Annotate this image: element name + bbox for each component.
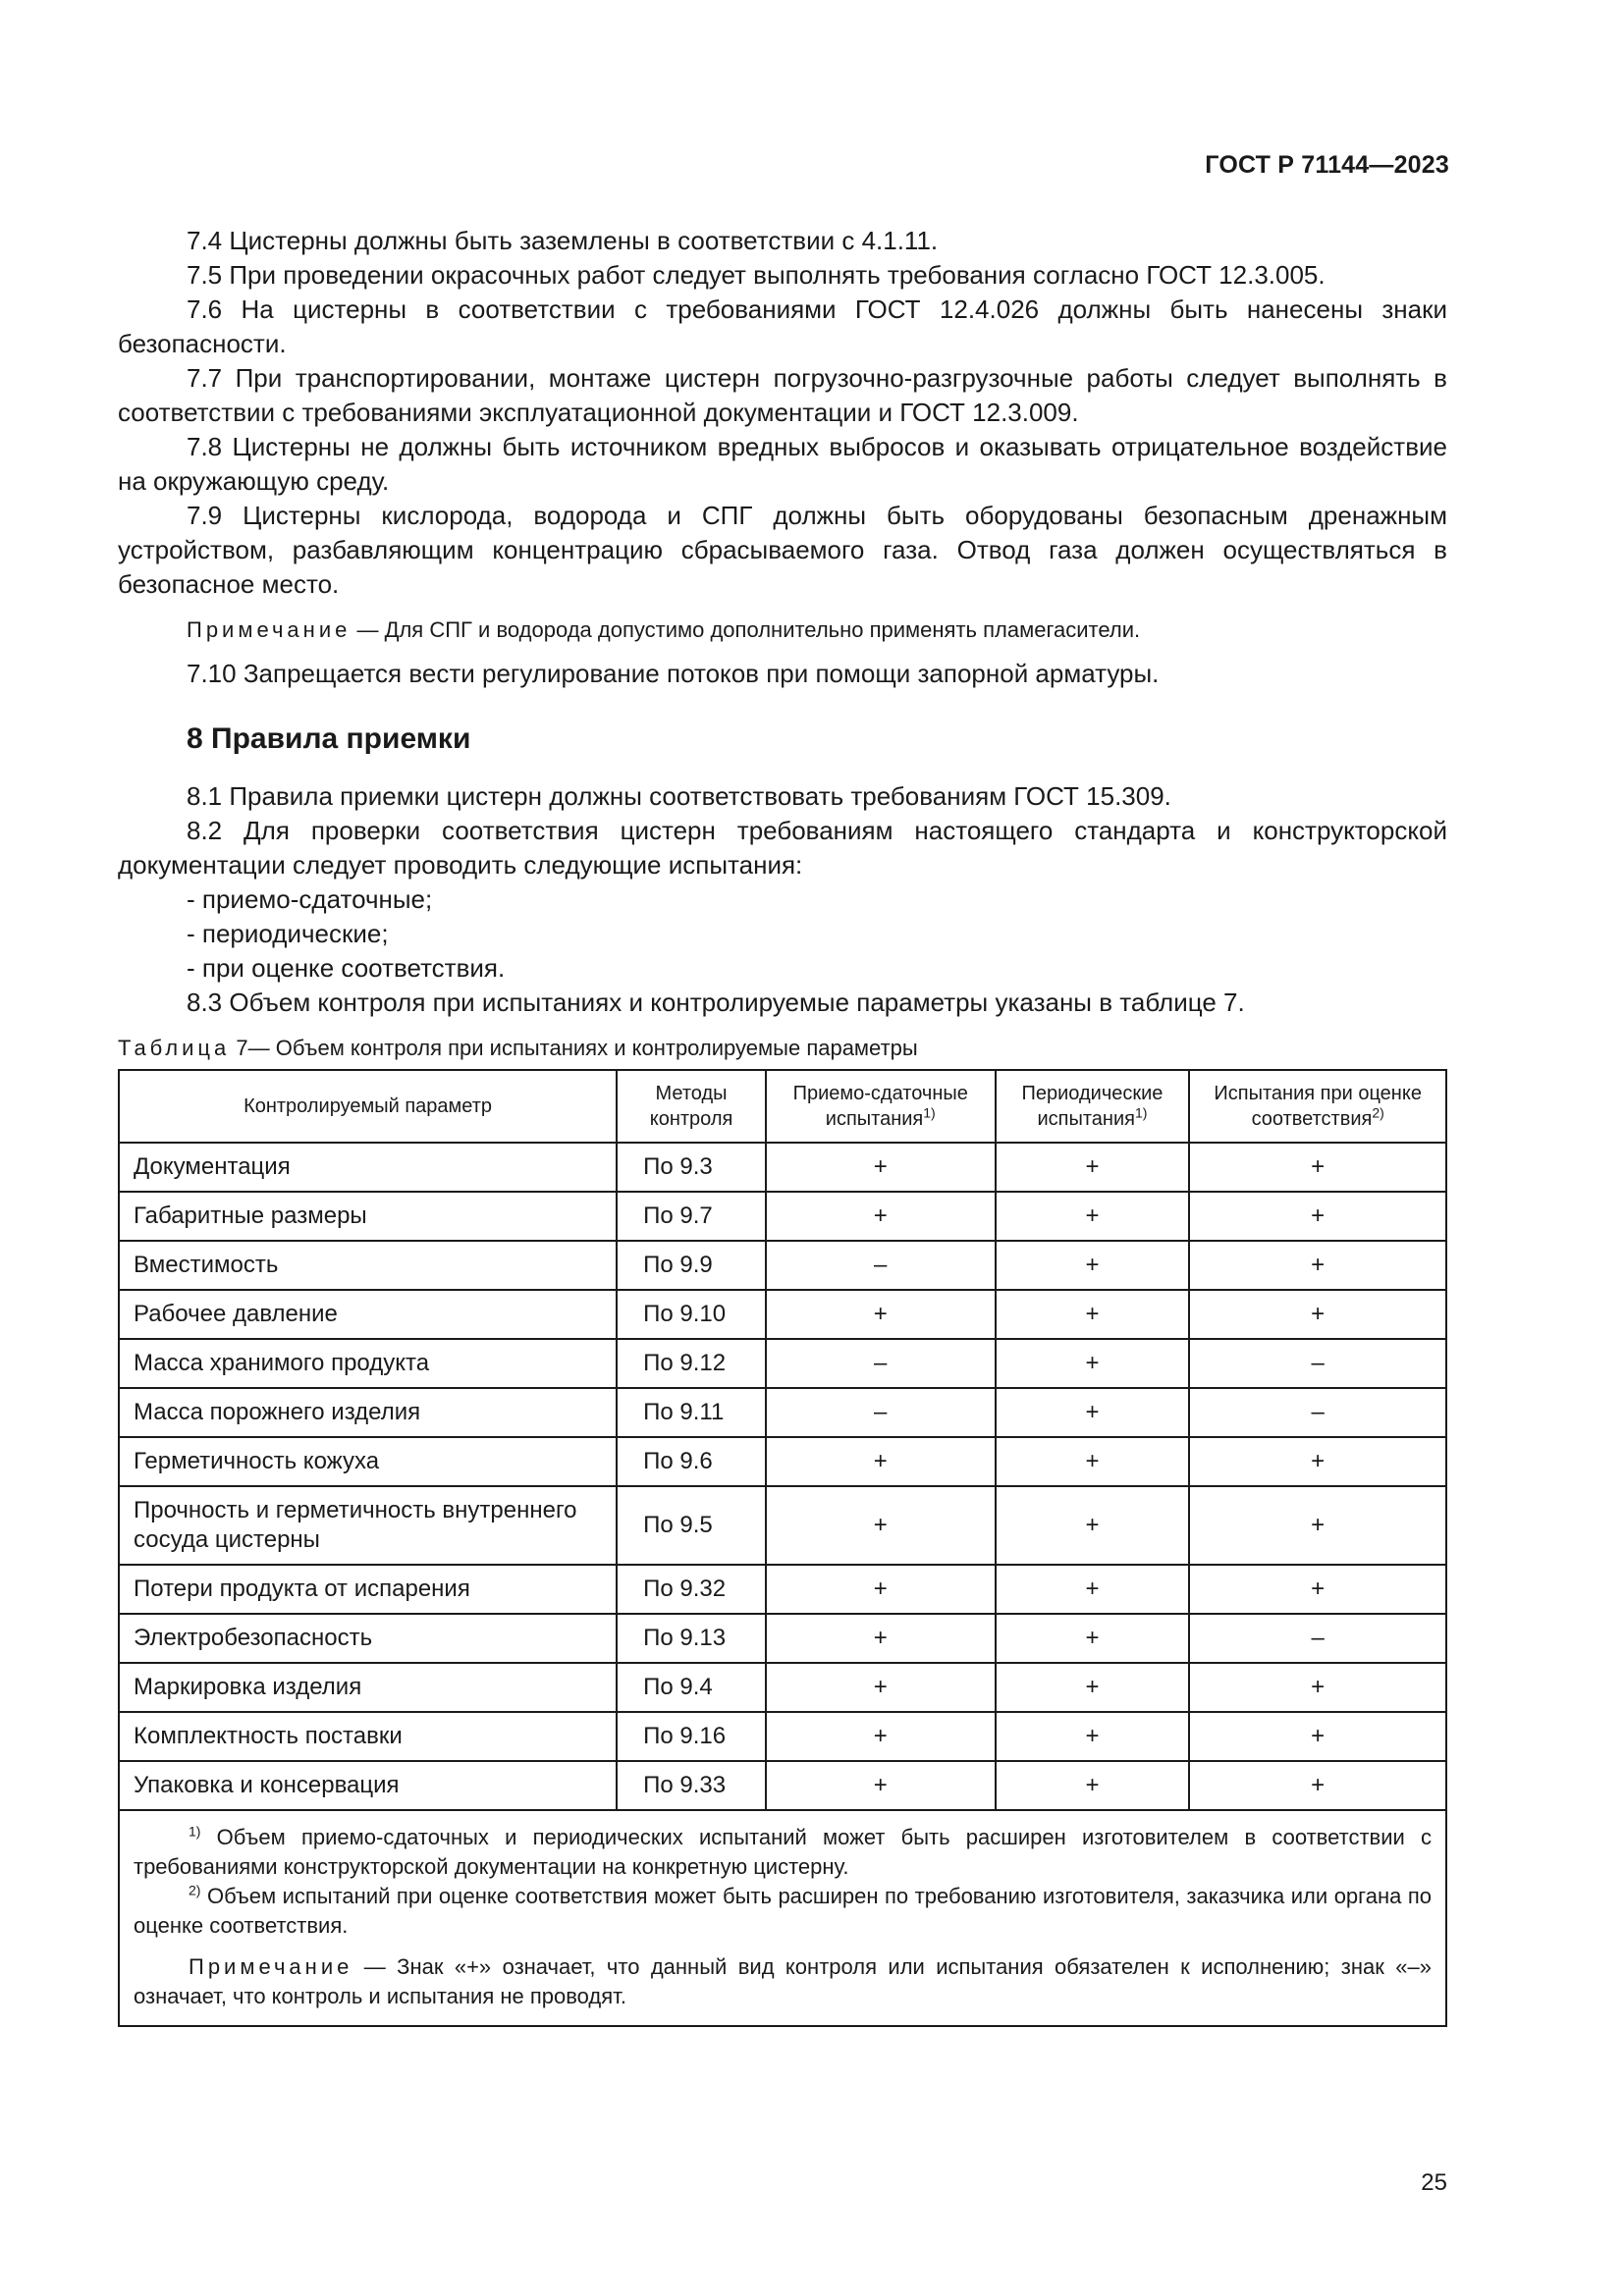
- cell-method: По 9.3: [617, 1143, 766, 1192]
- cell-method: По 9.10: [617, 1290, 766, 1339]
- cell-acceptance: +: [766, 1761, 996, 1810]
- table-footnotes-row: [119, 1810, 1446, 2026]
- table-header-row: [119, 1070, 1446, 1143]
- cell-periodic: +: [996, 1290, 1190, 1339]
- cell-method: По 9.16: [617, 1712, 766, 1761]
- cell-method: По 9.12: [617, 1339, 766, 1388]
- cell-acceptance: +: [766, 1712, 996, 1761]
- cell-acceptance: –: [766, 1388, 996, 1437]
- cell-periodic: +: [996, 1339, 1190, 1388]
- page-number: 25: [1421, 2169, 1447, 2196]
- cell-param: Габаритные размеры: [119, 1192, 617, 1241]
- paragraph-7-5: 7.5 При проведении окрасочных работ следует выполнять требования согласно ГОСТ 12.3.005.: [187, 260, 1326, 290]
- table-note-label: Примечание: [189, 1954, 353, 1979]
- cell-conformity: +: [1189, 1486, 1446, 1565]
- footnote-1-text: Объем приемо-сдаточных и периодических испытаний может быть расширен изготовителем в соответствии с требованиями конструкторской документации на конкретную цистерну.: [134, 1825, 1432, 1879]
- cell-conformity: +: [1189, 1143, 1446, 1192]
- cell-param: Прочность и герметичность внутреннего сосуда цистерны: [119, 1486, 617, 1565]
- cell-conformity: –: [1189, 1388, 1446, 1437]
- cell-param: Комплектность поставки: [119, 1712, 617, 1761]
- cell-periodic: +: [996, 1437, 1190, 1486]
- paragraph-7-10: 7.10 Запрещается вести регулирование потоков при помощи запорной арматуры.: [187, 659, 1160, 688]
- cell-acceptance: +: [766, 1565, 996, 1614]
- cell-conformity: +: [1189, 1761, 1446, 1810]
- cell-periodic: +: [996, 1388, 1190, 1437]
- cell-periodic: +: [996, 1663, 1190, 1712]
- cell-param: Герметичность кожуха: [119, 1437, 617, 1486]
- table-row: [119, 1712, 1446, 1761]
- table-row: [119, 1761, 1446, 1810]
- control-parameters-table: [118, 1069, 1447, 2027]
- cell-acceptance: +: [766, 1143, 996, 1192]
- cell-method: По 9.6: [617, 1437, 766, 1486]
- table-row: [119, 1565, 1446, 1614]
- header-acceptance-footnote: 1): [923, 1104, 936, 1121]
- cell-param: Вместимость: [119, 1241, 617, 1290]
- header-conformity-footnote: 2): [1372, 1104, 1384, 1121]
- table-row: [119, 1143, 1446, 1192]
- cell-periodic: +: [996, 1241, 1190, 1290]
- header-conformity: [1189, 1070, 1446, 1143]
- paragraph-8-2: 8.2 Для проверки соответствия цистерн требованиям настоящего стандарта и конструкторской документации следует проводить следующие испытания:: [118, 816, 1447, 880]
- footnote-2: [134, 1882, 1432, 1941]
- table-caption-text: 7— Объем контроля при испытаниях и контролируемые параметры: [230, 1036, 918, 1060]
- cell-method: По 9.33: [617, 1761, 766, 1810]
- section-8-heading: 8 Правила приемки: [187, 722, 471, 755]
- header-param: Контролируемый параметр: [119, 1070, 617, 1143]
- paragraph-7-9: 7.9 Цистерны кислорода, водорода и СПГ должны быть оборудованы безопасным дренажным устройством, разбавляющим концентрацию сбрасываемого газа. Отвод газа должен осуществляться в безопасное место.: [118, 501, 1447, 599]
- table-row: [119, 1290, 1446, 1339]
- cell-periodic: +: [996, 1614, 1190, 1663]
- document-code: ГОСТ Р 71144—2023: [1205, 151, 1449, 179]
- paragraph-8-1: 8.1 Правила приемки цистерн должны соответствовать требованиям ГОСТ 15.309.: [187, 781, 1171, 811]
- note-label: Примечание: [187, 617, 352, 642]
- table-caption-label: Таблица: [118, 1036, 231, 1060]
- footnote-1-mark: 1): [189, 1823, 201, 1840]
- cell-param: Масса порожнего изделия: [119, 1388, 617, 1437]
- list-item-conformity: - при оценке соответствия.: [187, 953, 506, 983]
- cell-conformity: +: [1189, 1192, 1446, 1241]
- cell-conformity: +: [1189, 1241, 1446, 1290]
- footnote-2-mark: 2): [189, 1882, 201, 1898]
- table-row: [119, 1486, 1446, 1565]
- cell-method: По 9.5: [617, 1486, 766, 1565]
- cell-conformity: +: [1189, 1437, 1446, 1486]
- cell-method: По 9.32: [617, 1565, 766, 1614]
- header-conformity-label: Испытания при оценке соответствия: [1214, 1083, 1422, 1130]
- table-row: [119, 1437, 1446, 1486]
- cell-acceptance: –: [766, 1339, 996, 1388]
- table-row: [119, 1614, 1446, 1663]
- table-row: [119, 1388, 1446, 1437]
- footnote-1: [134, 1823, 1432, 1882]
- cell-param: Электробезопасность: [119, 1614, 617, 1663]
- cell-param: Рабочее давление: [119, 1290, 617, 1339]
- header-periodic-label: Периодические испытания: [1021, 1083, 1164, 1130]
- cell-conformity: +: [1189, 1290, 1446, 1339]
- cell-acceptance: +: [766, 1486, 996, 1565]
- paragraph-7-6: 7.6 На цистерны в соответствии с требованиями ГОСТ 12.4.026 должны быть нанесены знаки безопасности.: [118, 294, 1447, 358]
- header-periodic-footnote: 1): [1134, 1104, 1148, 1121]
- paragraph-7-4: 7.4 Цистерны должны быть заземлены в соответствии с 4.1.11.: [187, 226, 939, 255]
- table-footnotes: [119, 1810, 1446, 2026]
- table-caption: [118, 1034, 1447, 1063]
- cell-acceptance: +: [766, 1290, 996, 1339]
- paragraph-8-3: 8.3 Объем контроля при испытаниях и контролируемые параметры указаны в таблице 7.: [187, 988, 1245, 1017]
- cell-acceptance: +: [766, 1192, 996, 1241]
- cell-conformity: –: [1189, 1614, 1446, 1663]
- cell-periodic: +: [996, 1486, 1190, 1565]
- cell-method: По 9.11: [617, 1388, 766, 1437]
- cell-param: Масса хранимого продукта: [119, 1339, 617, 1388]
- table-row: [119, 1192, 1446, 1241]
- note-7-9: [118, 615, 1447, 645]
- cell-periodic: +: [996, 1712, 1190, 1761]
- footnote-2-text: Объем испытаний при оценке соответствия может быть расширен по требованию изготовителя, заказчика или органа по оценке соответствия.: [134, 1884, 1432, 1938]
- header-method: Методы контроля: [617, 1070, 766, 1143]
- list-item-acceptance: - приемо-сдаточные;: [187, 884, 433, 914]
- table-row: [119, 1663, 1446, 1712]
- header-acceptance-label: Приемо-сдаточные испытания: [792, 1083, 968, 1130]
- cell-conformity: +: [1189, 1712, 1446, 1761]
- header-acceptance: [766, 1070, 996, 1143]
- note-text: — Для СПГ и водорода допустимо дополнительно применять пламегасители.: [351, 617, 1141, 642]
- cell-periodic: +: [996, 1143, 1190, 1192]
- cell-acceptance: +: [766, 1663, 996, 1712]
- table-row: [119, 1339, 1446, 1388]
- cell-param: Маркировка изделия: [119, 1663, 617, 1712]
- table-note-text: — Знак «+» означает, что данный вид контроля или испытания обязателен к исполнению; знак «–» означает, что контроль и испытания не проводят.: [134, 1954, 1432, 2008]
- paragraph-7-7: 7.7 При транспортировании, монтаже цистерн погрузочно-разгрузочные работы следует выполнять в соответствии с требованиями эксплуатационной документации и ГОСТ 12.3.009.: [118, 363, 1447, 427]
- table-note: [134, 1952, 1432, 2011]
- cell-periodic: +: [996, 1761, 1190, 1810]
- document-body: [118, 224, 1447, 2027]
- cell-conformity: +: [1189, 1565, 1446, 1614]
- cell-method: По 9.9: [617, 1241, 766, 1290]
- cell-periodic: +: [996, 1192, 1190, 1241]
- cell-conformity: +: [1189, 1663, 1446, 1712]
- cell-method: По 9.7: [617, 1192, 766, 1241]
- cell-acceptance: +: [766, 1437, 996, 1486]
- cell-param: Документация: [119, 1143, 617, 1192]
- cell-periodic: +: [996, 1565, 1190, 1614]
- cell-param: Потери продукта от испарения: [119, 1565, 617, 1614]
- cell-acceptance: +: [766, 1614, 996, 1663]
- cell-acceptance: –: [766, 1241, 996, 1290]
- list-item-periodic: - периодические;: [187, 919, 389, 948]
- header-periodic: [996, 1070, 1190, 1143]
- cell-method: По 9.13: [617, 1614, 766, 1663]
- paragraph-7-8: 7.8 Цистерны не должны быть источником вредных выбросов и оказывать отрицательное воздействие на окружающую среду.: [118, 432, 1447, 496]
- table-row: [119, 1241, 1446, 1290]
- cell-param: Упаковка и консервация: [119, 1761, 617, 1810]
- cell-method: По 9.4: [617, 1663, 766, 1712]
- cell-conformity: –: [1189, 1339, 1446, 1388]
